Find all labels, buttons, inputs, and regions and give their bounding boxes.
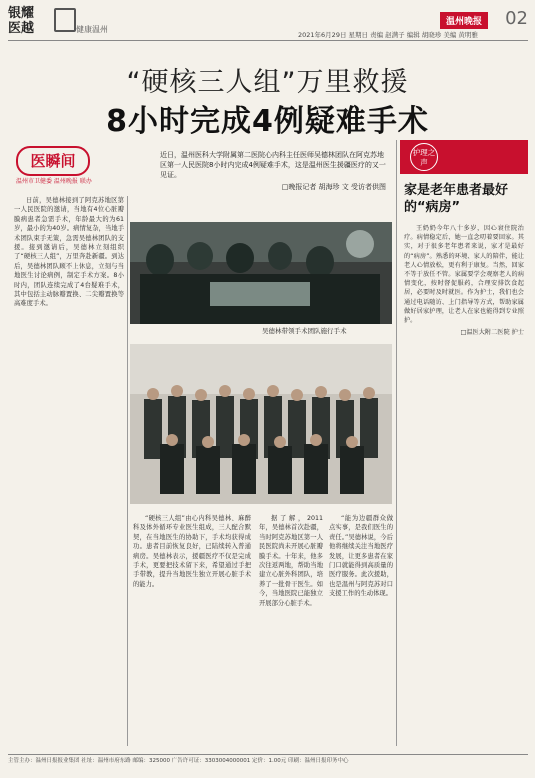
sidebar-byline: □温医大附二医院 护士 [460,329,524,337]
sidebar-divider [396,140,397,746]
sidebar-banner [400,140,528,174]
article-col3-text: 据了解，2011年，吴德林首次赴疆，当时阿克苏地区第一人民医院尚未开展心脏瓣膜手术。十年来，他多次往返两地，帮助当地建立心脏外科团队，培养了一批骨干医生。如今，当地医院已能独立开展部分心脏手术。 [259,515,323,607]
article-column-1 [14,196,124,746]
column-badge-label: 医瞬间 [16,146,90,176]
article-col4-text: “能为边疆群众做点实事，是我们医生的责任。”吴德林说，今后他将继续关注当地医疗发展，让更多患者在家门口就能得到高质量的医疗服务。此次援助，也是温州与阿克苏对口支援工作的生动体现。 [329,515,393,598]
dateline: 2021年6月29日 星期日 责编 赵满子 编辑 胡晓珍 美编 黄明雅 [298,31,478,39]
headline-line-1: “硬核三人组”万里救援 [126,67,409,98]
surgery-photo [130,222,392,324]
masthead [8,6,528,40]
surgery-photo-image [130,222,392,324]
sidebar-tag: 护理之声 [410,143,438,171]
section-logo [8,6,52,38]
article-col2-text: “硬核三人组”由心内科吴德林、麻醉科及体外循环专业医生组成，三人配合默契，在当地医生的协助下，手术均获得成功。患者目前恢复良好，已陆续转入普通病房。吴德林表示，援疆医疗不仅是完成手术，更要把技术留下来，希望通过手把手带教，提升当地医生独立开展心脏手术的能力。 [133,515,251,588]
sidebar-body [404,224,524,704]
sidebar-title: 家是老年患者最好的“病房” [404,183,509,215]
logo-subtitle: 健康温州 [76,25,108,34]
lede-byline: □晚报记者 胡海珍 文 受访者供图 [281,183,386,191]
logo-bottom-text: 医越 [8,21,35,36]
column-divider [127,196,128,746]
page-number: 02 [505,8,528,29]
sidebar-body-text: 王奶奶今年八十多岁，因心衰住院治疗。病情稳定后，她一直念叨着要回家。其实，对于很多老年患者来说，家才是最好的“病房”。熟悉的环境、家人的陪伴，能让老人心情放松，更有利于康复。当然，回家不等于放任不管。家属要学会观察老人的病情变化，按时督促服药，合理安排饮食起居，必要时及时就医。作为护士，我们也会通过电话随访、上门指导等方式，帮助家属做好居家护理，让老人在家也能得到专业照护。 [404,225,524,325]
column-badge-sub: 温州市卫健委 温州晚报 联办 [16,178,92,185]
headline-line-2: 8小时完成4例疑难手术 [106,104,429,139]
team-photo [130,344,392,504]
team-photo-image [130,344,392,504]
article-column-3 [259,514,323,746]
logo-box-icon [54,8,76,32]
article-column-2 [133,514,251,746]
column-badge [16,146,90,186]
logo-top-text: 银耀 [8,6,35,21]
lede-text: 近日，温州医科大学附属第二医院心内科主任医师吴德林团队在阿克苏地区第一人民医院8小时内完成4例疑难手术，这是温州医生援疆医疗的又一见证。 [160,151,386,179]
header-rule [8,40,528,41]
article-col1-text: 日前，吴德林接到了阿克苏地区第一人民医院的邀请，当地有4位心脏瓣膜病患者急需手术，年龄最大的为61岁，最小的为40岁。病情复杂，当地手术团队束手无策，急需吴德林团队的支援。接到邀请后，吴德林立刻组织了“硬核三人组”，万里奔赴新疆。到达后，吴德林团队顾不上休息，立刻与当地医生讨论病例，制定手术方案。8小时内，团队连续完成了4台疑难手术，其中包括主动脉瓣置换、二尖瓣置换等高难度手术。 [14,197,124,308]
page-footer: 主管主办：温州日报报业集团 社址：温州市府东路 邮编：325000 广告许可证：3303004000001 定价：1.00元 印刷：温州日报印务中心 [8,754,528,769]
nursing-sidebar [400,140,528,730]
brand-badge: 温州晚报 [440,12,488,29]
article-column-4 [329,514,393,746]
lede-paragraph [160,150,386,192]
surgery-photo-caption: 吴德林带领手术团队施行手术 [262,327,347,335]
